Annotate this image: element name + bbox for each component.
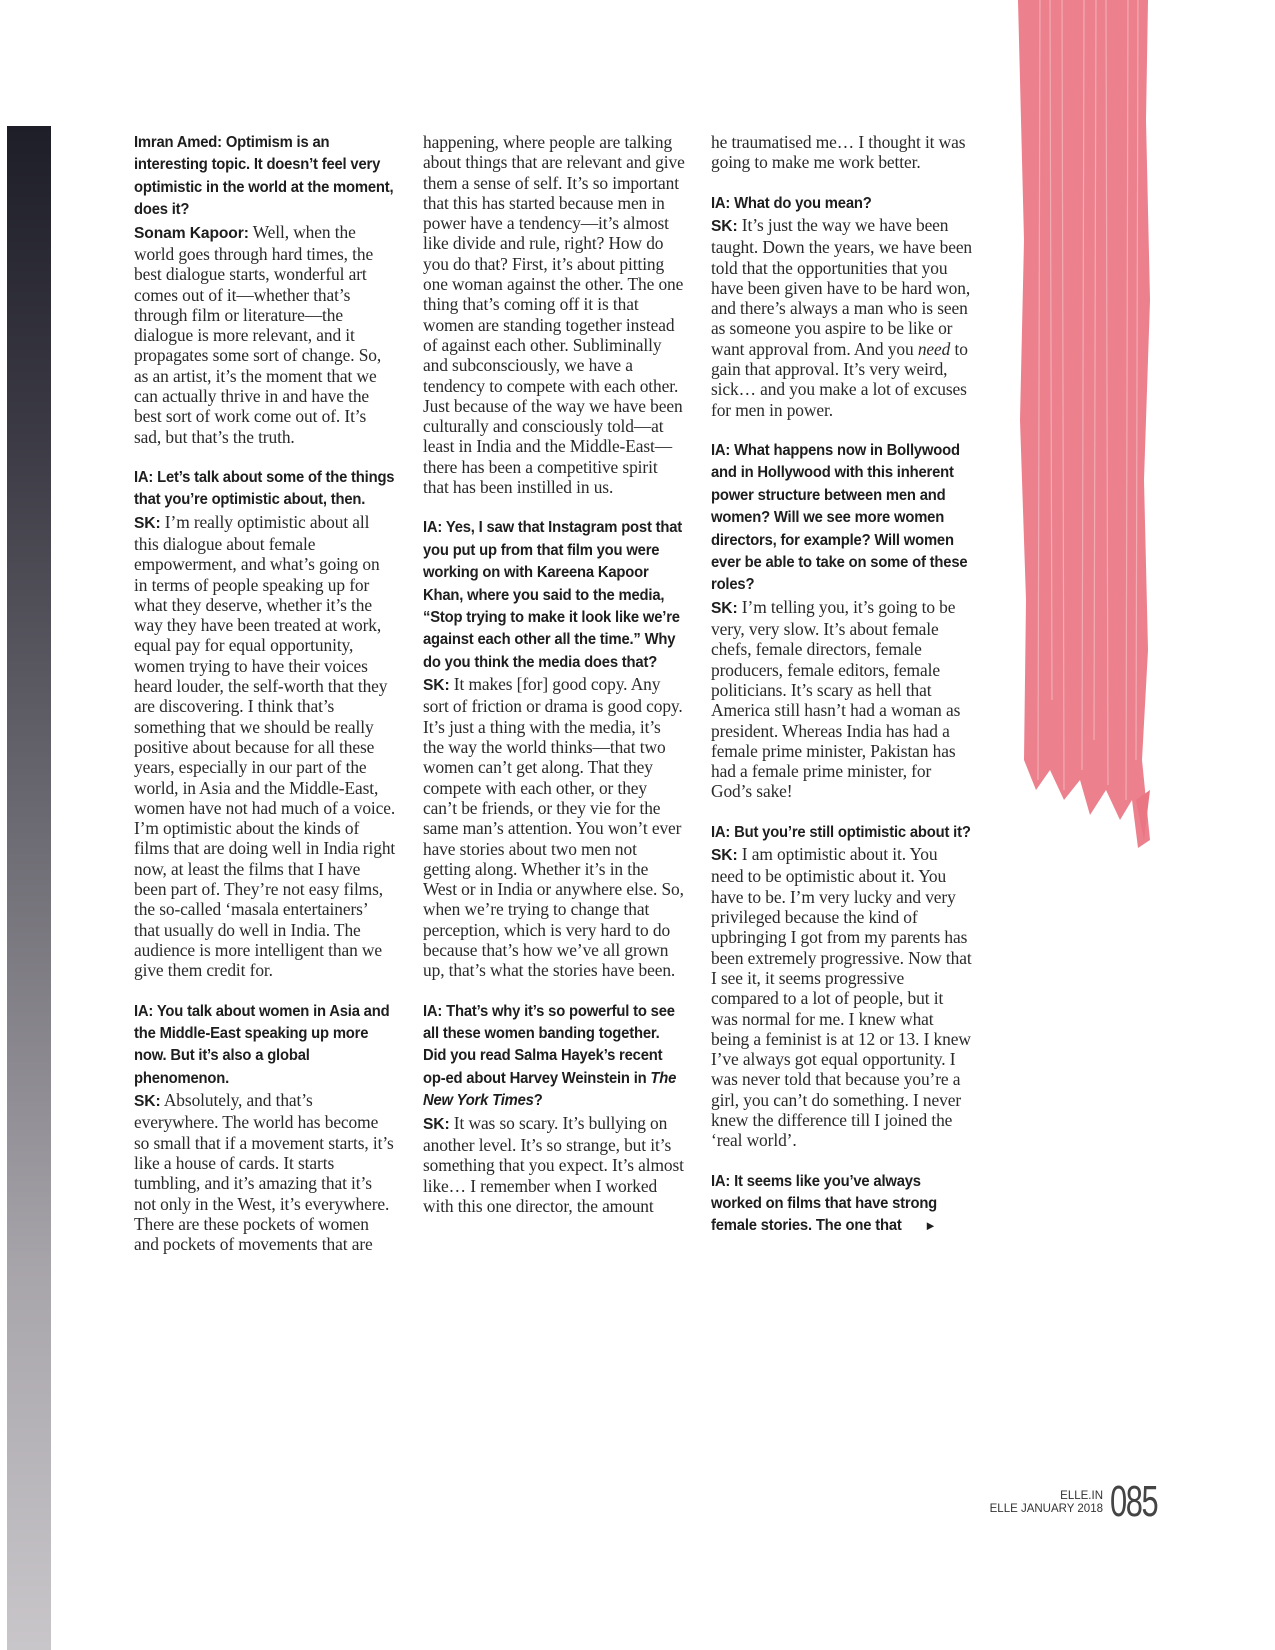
text-segment: to gain that approval. It’s very weird, sick… and you make a lot of excuses for men in power. — [711, 338, 968, 420]
italic-text: The New York Times — [423, 1069, 677, 1110]
speaker-label: SK: — [423, 677, 450, 695]
text-segment: IA: That’s why it’s so powerful to see all these women banding together. Did you read Salma Hayek’s recent op-ed about Harvey Weinstein in — [423, 1002, 675, 1087]
pink-brush-stroke — [1010, 0, 1160, 900]
interview-answer — [134, 222, 396, 447]
interview-question — [134, 1001, 396, 1091]
interview-question — [711, 193, 973, 215]
speaker-label: Sonam Kapoor: — [134, 224, 249, 242]
interview-question — [134, 132, 396, 222]
text-segment: IA: Yes, I saw that Instagram post that you put up from that film you were working on with Kareena Kapoor Khan, where you said to the media, “Stop trying to make it look like we’re against each other all the time.” Why do you think the media does that? — [423, 519, 683, 671]
speaker-label: SK: — [711, 599, 738, 617]
speaker-label: SK: — [134, 514, 161, 532]
article-column-1 — [134, 132, 396, 1275]
text-segment: IA: It seems like you’ve always worked on films that have strong female stories. The one that — [711, 1172, 938, 1235]
text-segment: ? — [533, 1092, 543, 1110]
text-segment: It makes [for] good copy. Any sort of friction or drama is good copy. It’s just a thing with the media, it’s the way the world thinks—that two women can’t get along. That they compete with each other, or they can’t be friends, or they vie for the same man’s attention. You won’t ever have stories about two men not getting along. Whether it’s in the West or in India or anywhere else. So, when we’re trying to change that perception, which is very hard to do because that’s how we’ve all grown up, that’s what the stories have been. — [423, 674, 684, 981]
page-footer — [990, 1490, 1103, 1516]
interview-answer — [134, 512, 396, 981]
continue-arrow-icon: ► — [924, 1218, 937, 1234]
interview-answer — [423, 1113, 685, 1216]
text-segment: I am optimistic about it. You need to be optimistic about it. You have to be. I’m very lucky and very privileged because the kind of upbringing I got from my parents has been extremely progressive. Now that I see it, it seems progressive compared to a lot of people, but it was normal for me. I knew what being a feminist is at 12 or 13. I knew I’ve always got equal opportunity. I was never told that because you’re a girl, you can’t do something. I never knew the difference till I joined the ‘real world’. — [711, 844, 972, 1151]
decorative-gradient-bar — [7, 126, 51, 1650]
speaker-label: SK: — [423, 1115, 450, 1133]
speaker-label: SK: — [711, 847, 738, 865]
italic-text: need — [917, 338, 951, 359]
text-segment: Imran Amed: Optimism is an interesting topic. It doesn’t feel very optimistic in the world at the moment, does it? — [134, 134, 394, 219]
interview-question — [423, 517, 685, 674]
text-segment: he traumatised me… I thought it was going to make me work better. — [711, 132, 966, 173]
text-segment: IA: What do you mean? — [711, 194, 872, 212]
text-segment: IA: What happens now in Bollywood and in Hollywood with this inherent power structure between men and women? Will we see more women directors, for example? Will women ever be able to take on some of these roles? — [711, 441, 968, 594]
interview-question — [711, 440, 973, 597]
text-segment: It was so scary. It’s bullying on another level. It’s so strange, but it’s something that you expect. It’s almost like… I remember when I worked with this one director, the amount — [423, 1112, 684, 1216]
text-segment: happening, where people are talking about things that are relevant and give them a sense of self. It’s so important that this has started because men in power have a tendency—it’s almost like divide and rule, right? How do you do that? First, it’s about pitting one woman against the other. The one thing that’s coming off it is that women are standing together instead of against each other. Subliminally and subconsciously, we have a tendency to compete with each other. Just because of the way we have been culturally and consciously told—at least in India and the Middle-East—there has been a competitive spirit that has been instilled in us. — [423, 132, 685, 498]
speaker-label: SK: — [134, 1093, 161, 1111]
text-segment: IA: You talk about women in Asia and the Middle-East speaking up more now. But it’s also a global phenomenon. — [134, 1002, 390, 1087]
text-segment: IA: But you’re still optimistic about it? — [711, 823, 971, 841]
interview-answer — [711, 597, 973, 802]
text-segment: I’m really optimistic about all this dialogue about female empowerment, and what’s going on in terms of people speaking up for what they deserve, whether it’s the way they have been treated at work, equal pay for equal opportunity, women trying to have their voices heard louder, the self-worth that they are discovering. I think that’s something that we should be really positive about because for all these years, especially in our part of the world, in Asia and the Middle-East, women have not had much of a voice. I’m optimistic about the kinds of films that are doing well in India right now, at least the films that I have been part of. They’re not easy films, the so-called ‘masala entertainers’ that usually do well in India. The audience is more intelligent than we give them credit for. — [134, 511, 396, 981]
footer-site: ELLE.IN — [1060, 1490, 1103, 1502]
interview-question — [711, 822, 973, 844]
interview-answer — [711, 844, 973, 1150]
interview-answer — [711, 215, 973, 420]
text-segment: It’s just the way we have been taught. Down the years, we have been told that the opportunities that you have been given have to be hard won, and there’s always a man who is seen as someone you aspire to be like or want approval from. And you — [711, 215, 973, 359]
speaker-label: SK: — [711, 218, 738, 235]
article-column-2 — [423, 132, 685, 1236]
text-segment: IA: Let’s talk about some of the things that you’re optimistic about, then. — [134, 468, 395, 509]
interview-answer — [711, 132, 973, 173]
text-segment: Well, when the world goes through hard times, the best dialogue starts, wonderful art comes out of it—whether that’s through film or literature—the dialogue is more relevant, and it propagates some sort of change. So, as an artist, it’s the moment that we can actually thrive in and have the best sort of work come out of. It’s sad, but that’s the truth. — [134, 221, 382, 447]
article-column-3 — [711, 132, 973, 1238]
text-segment: Absolutely, and that’s everywhere. The world has become so small that if a movement starts, it’s like a house of cards. It starts tumbling, and it’s amazing that it’s not only in the West, it’s everywhere. There are these pockets of women and pockets of movements that are — [134, 1090, 394, 1255]
interview-question — [711, 1171, 973, 1238]
footer-issue: ELLE JANUARY 2018 — [989, 1503, 1103, 1515]
interview-answer — [134, 1090, 396, 1254]
interview-question — [423, 1001, 685, 1113]
interview-question — [134, 467, 396, 512]
text-segment: I’m telling you, it’s going to be very, very slow. It’s about female chefs, female directors, female producers, female editors, female politicians. It’s scary as hell that America still hasn’t had a woman as president. Whereas India has had a female prime minister, Pakistan has had a female prime minister, for God’s sake! — [711, 596, 961, 802]
interview-answer — [423, 674, 685, 980]
page-number: 085 — [1110, 1477, 1158, 1526]
interview-answer — [423, 132, 685, 497]
